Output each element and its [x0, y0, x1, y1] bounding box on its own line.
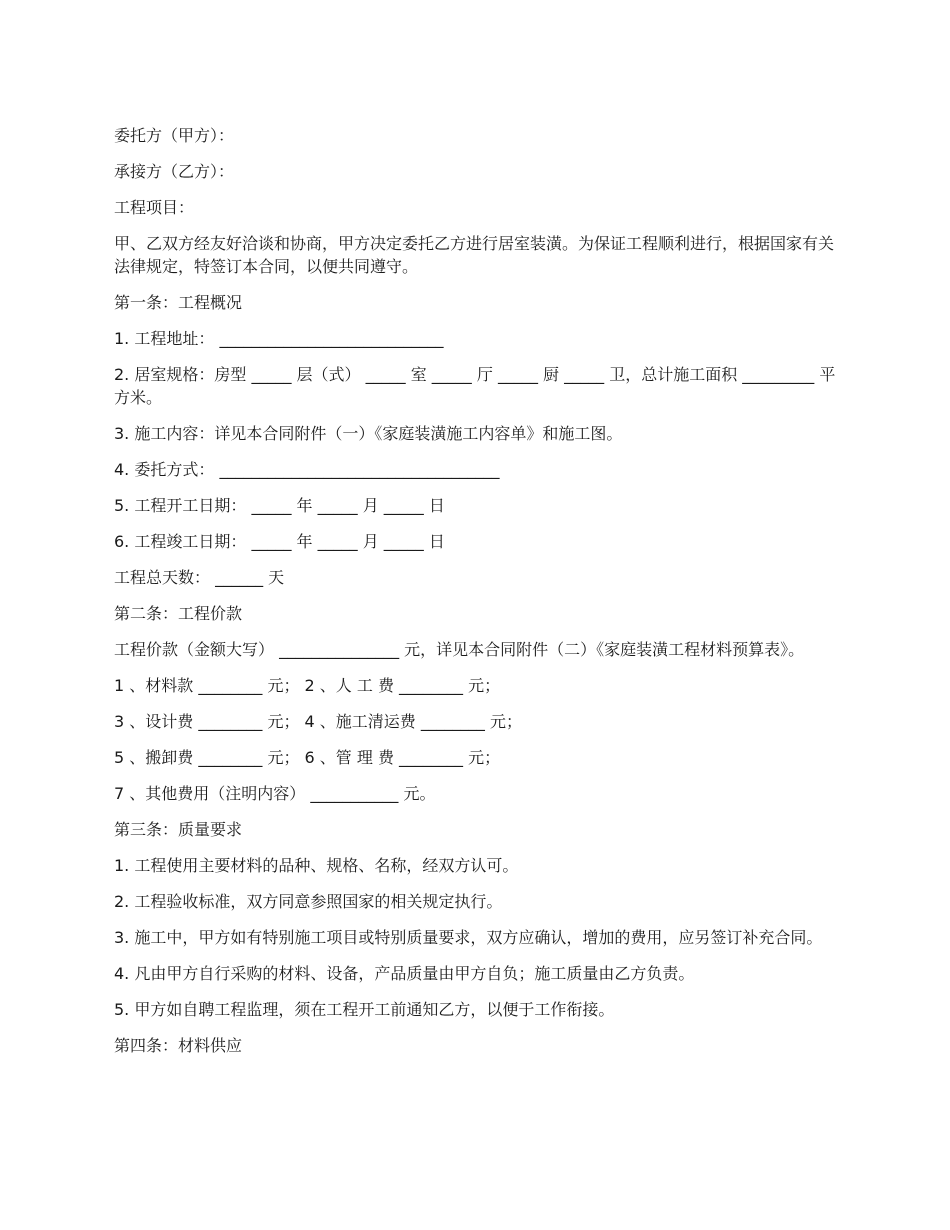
completion-date-line: 6. 工程竣工日期： _____ 年 _____ 月 _____ 日 [114, 532, 445, 551]
intro-paragraph: 甲、乙双方经友好洽谈和协商，甲方决定委托乙方进行居室装潢。为保证工程顺利进行，根据国家有关法律规定，特签订本合同，以便共同遵守。 [114, 234, 835, 276]
article-1-heading: 第一条：工程概况 [114, 293, 243, 312]
quality-item-3: 3. 施工中，甲方如有特别施工项目或特别质量要求，双方应确认，增加的费用，应另签订补充合同。 [114, 928, 823, 947]
construction-content-line: 3. 施工内容：详见本合同附件（一）《家庭装潢施工内容单》和施工图。 [114, 424, 623, 443]
document-page [114, 124, 844, 1070]
price-line: 工程价款（金额大写） _______________ 元，详见本合同附件（二）《家庭装潢工程材料预算表》。 [114, 640, 805, 659]
quality-item-4: 4. 凡由甲方自行采购的材料、设备，产品质量由甲方自负；施工质量由乙方负责。 [114, 964, 695, 983]
commission-method-line: 4. 委托方式： ___________________________________ [114, 460, 500, 479]
article-3-heading: 第三条：质量要求 [114, 820, 243, 839]
quality-item-1: 1. 工程使用主要材料的品种、规格、名称，经双方认可。 [114, 856, 519, 875]
project-address-line: 1. 工程地址： ____________________________ [114, 329, 444, 348]
article-4-heading: 第四条：材料供应 [114, 1036, 243, 1055]
quality-item-5: 5. 甲方如自聘工程监理，须在工程开工前通知乙方，以便于工作衔接。 [114, 1000, 615, 1019]
fee-line-1: 1 、材料款 ________ 元； 2 、人 工 费 ________ 元； [114, 676, 501, 695]
total-days-line: 工程总天数： ______ 天 [114, 568, 285, 587]
fee-line-2: 3 、设计费 ________ 元； 4 、施工清运费 ________ 元； [114, 712, 522, 731]
project-line: 工程项目： [114, 198, 195, 217]
room-spec-line: 2. 居室规格：房型 _____ 层（式） _____ 室 _____ 厅 _____ 厨 _____ 卫，总计施工面积 _________ 平方米。 [114, 365, 836, 407]
party-b-line: 承接方（乙方）： [114, 162, 235, 181]
quality-item-2: 2. 工程验收标准，双方同意参照国家的相关规定执行。 [114, 892, 503, 911]
party-a-line: 委托方（甲方）： [114, 126, 235, 145]
fee-line-4: 7 、其他费用（注明内容） ___________ 元。 [114, 784, 436, 803]
fee-line-3: 5 、搬卸费 ________ 元； 6 、管 理 费 ________ 元； [114, 748, 501, 767]
article-2-heading: 第二条：工程价款 [114, 604, 243, 623]
start-date-line: 5. 工程开工日期： _____ 年 _____ 月 _____ 日 [114, 496, 445, 515]
